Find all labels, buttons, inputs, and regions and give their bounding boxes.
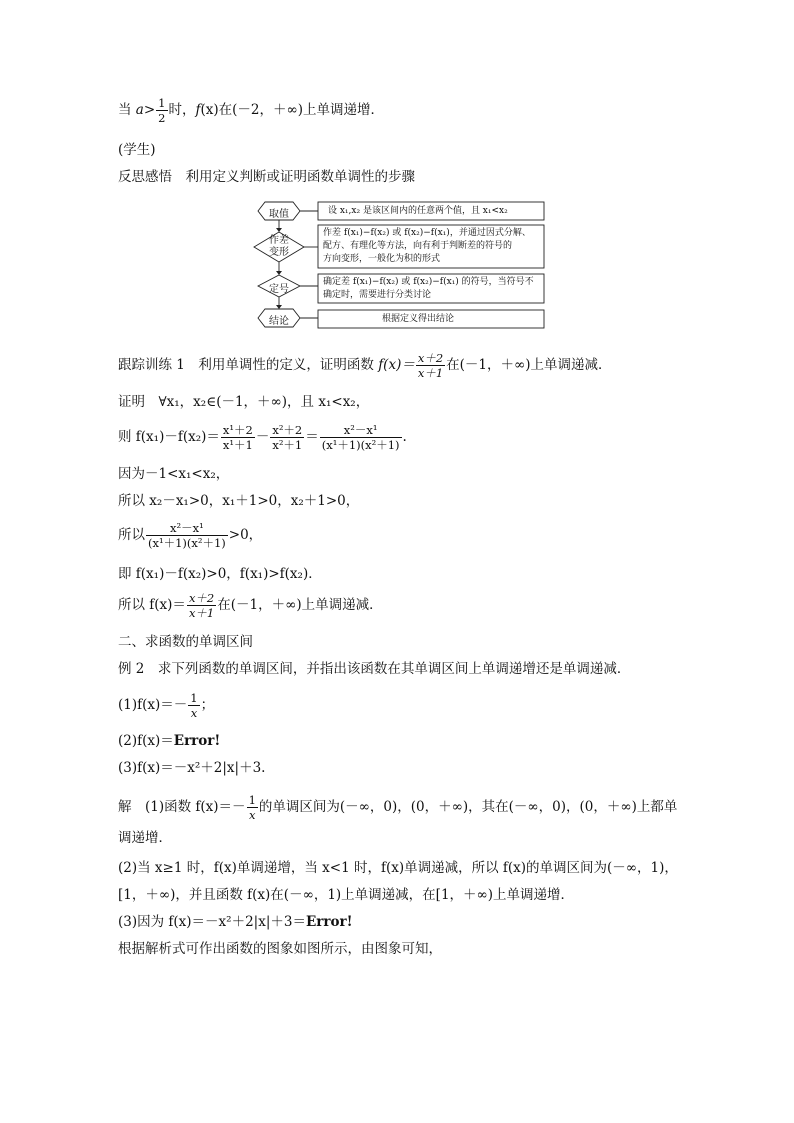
proof-line: 则 f(x₁)－f(x₂)＝ $\frac{\text{x¹＋2}}{\text{x¹＋1}}$ － $\frac{\text{x²＋2}}{\text{x²＋1}}$ ＝ $\frac{\text{x²－x¹}}{\text{(x¹＋1)(x²＋1)}}$ . [118,423,407,452]
flowchart-desc-text: 作差 f(x₁)−f(x₂) 或 f(x₂)−f(x₁)，并通过因式分解、 [323,228,531,238]
example-statement: 例 2 求下列函数的单调区间，并指出该函数在其单调区间上单调递增还是单调递减． [118,661,631,677]
student-label: (学生) [118,142,156,158]
example-part: (3)f(x)＝－x²＋2|x|＋3. [118,760,266,776]
flowchart-node-label: 定号 [269,284,289,295]
proof-line: 即 f(x₁)－f(x₂)>0，f(x₁)>f(x₂)． [118,566,322,582]
exercise-statement: 跟踪训练 1 利用单调性的定义，证明函数 f(x)＝ $\frac{x+2}{x+1}$ 在(－1，＋∞)上单调递减． [118,351,612,380]
example-part: (1)f(x)＝－ $\frac{1}{x}$ ； [118,691,215,720]
flowchart-desc-text: 设 x₁,x₂ 是该区间内的任意两个值，且 x₁<x₂ [328,206,508,216]
flowchart-desc-text: 方向变形，一般化为积的形式 [323,254,441,264]
solution-line: (2)当 x≥1 时，f(x)单调递增，当 x<1 时，f(x)单调递减，所以 f(x)的单调区间为(－∞，1)， [118,860,678,876]
proof-line: 所以 f(x)＝ $\frac{x+2}{x+1}$ 在(－1，＋∞)上单调递减． [118,591,383,620]
solution-line: 调递增． [118,830,172,846]
flowchart-node-label: 作差 变形 [269,235,289,258]
solution-line: [1，＋∞)，并且函数 f(x)在(－∞，1)上单调递减，在[1，＋∞)上单调递增． [118,887,575,903]
solution-line: (3)因为 f(x)＝－x²＋2|x|＋3＝Error! [118,914,353,930]
section-heading: 二、求函数的单调区间 [118,634,253,650]
fraction-one-half: $\frac{1}{2}$ [158,96,166,125]
example-part: (2)f(x)＝Error! [118,733,221,749]
solution-line: 根据解析式可作出函数的图象如图所示，由图象可知， [118,941,442,957]
flowchart-desc-text: 确定差 f(x₁)−f(x₂) 或 f(x₂)−f(x₁) 的符号，当符号不 [323,277,534,287]
line-a-condition: 当 a> $\frac{1}{2}$ 时，f(x)在(－2，＋∞)上单调递增． [118,96,385,125]
proof-line: 证明 ∀x₁，x₂∈(－1，＋∞)，且 x₁<x₂， [118,394,370,410]
flowchart-desc-text: 确定时，需要进行分类讨论 [323,290,432,300]
flowchart-desc-text: 根据定义得出结论 [382,314,455,324]
monotonicity-proof-flowchart [250,197,550,333]
solution-line: 解 (1)函数 f(x)＝－ $\frac{1}{x}$ 的单调区间为(－∞，0)，(0，＋∞)，其在(－∞，0)，(0，＋∞)上都单 [118,793,678,822]
flowchart-desc-text: 配方、有理化等方法，向有利于判断差的符号的 [323,241,513,251]
proof-line: 因为－1<x₁<x₂， [118,466,230,482]
proof-line: 所以 $\frac{\text{x²－x¹}}{\text{(x¹＋1)(x²＋1)}}$ >0， [118,521,263,550]
flowchart-node-label: 结论 [269,316,289,327]
proof-line: 所以 x₂－x₁>0，x₁＋1>0，x₂＋1>0， [118,493,360,509]
flowchart-node-label: 取值 [269,209,289,220]
reflection-heading: 反思感悟 利用定义判断或证明函数单调性的步骤 [118,169,415,185]
